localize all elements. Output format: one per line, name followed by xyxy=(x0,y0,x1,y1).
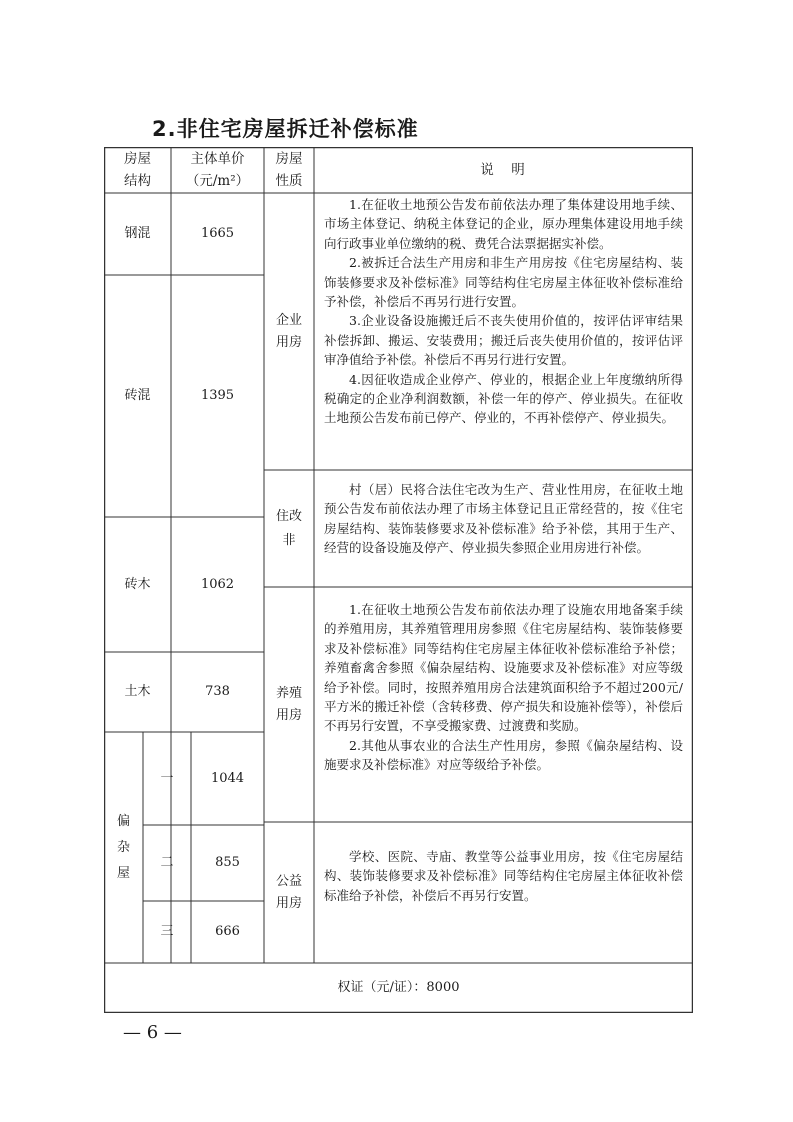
misc-label-char2: 杂 xyxy=(116,839,130,855)
desc-breeding-item2: 2.其他从事农业的合法生产性用房，参照《偏杂屋结构、设施要求及补偿标准》对应等级给予补偿。 xyxy=(324,737,683,773)
header-description: 说 明 xyxy=(480,162,527,178)
misc-building-label xyxy=(104,732,143,963)
nature-r2c-line1: 住改 xyxy=(275,508,302,524)
header-nature-line2: 性质 xyxy=(275,173,303,189)
misc-price-2: 855 xyxy=(215,855,240,870)
nature-breeding xyxy=(264,587,314,822)
structure-name-brick-wood: 砖木 xyxy=(124,576,151,592)
desc-r2c-item1: 村（居）民将合法住宅改为生产、营业性用房，在征收土地预公告发布前依法办理了市场主体登记且正常经营的，按《住宅房屋结构、装饰装修要求及补偿标准》给予补偿，其用于生产、经营的设备设施及停产、停业损失参照企业用房进行补偿。 xyxy=(324,482,683,556)
nature-public-welfare xyxy=(264,822,314,963)
misc-grade-1: 一 xyxy=(160,770,174,786)
nature-enterprise-line1: 企业 xyxy=(275,312,302,328)
description-breeding xyxy=(314,600,693,820)
section-title: 2.非住宅房屋拆迁补偿标准 xyxy=(152,117,419,141)
certificate-fee-row: 权证（元/证）：8000 xyxy=(337,980,460,995)
nature-breeding-line2: 用房 xyxy=(275,707,302,723)
nature-r2c-line2: 非 xyxy=(282,532,296,548)
header-nature xyxy=(264,147,314,193)
misc-grade-3: 三 xyxy=(160,924,174,939)
nature-public-line1: 公益 xyxy=(275,873,302,889)
structure-name-earth-wood: 土木 xyxy=(124,684,151,699)
desc-enterprise-item4: 4.因征收造成企业停产、停业的，根据企业上年度缴纳所得税确定的企业净利润数额，补偿一年的停产、停业损失。在征收土地预公告发布前已停产、停业的，不再补偿停产、停业损失。 xyxy=(324,371,683,426)
header-unit-price xyxy=(171,147,264,193)
misc-label-char3: 屋 xyxy=(116,865,130,881)
misc-label-char1: 偏 xyxy=(116,813,130,829)
structure-name-reinforced-concrete: 钢混 xyxy=(124,226,151,241)
page-number: — 6 — xyxy=(123,1022,182,1043)
description-enterprise xyxy=(314,195,693,468)
desc-public-item1: 学校、医院、寺庙、教堂等公益事业用房，按《住宅房屋结构、装饰装修要求及补偿标准》同等结构住宅房屋主体征收补偿标准给予补偿，补偿后不再另行安置。 xyxy=(324,849,683,903)
nature-enterprise-line2: 用房 xyxy=(275,334,302,350)
structure-price-reinforced-concrete: 1665 xyxy=(200,226,235,241)
header-structure-line2: 结构 xyxy=(124,173,151,189)
desc-enterprise-item2: 2.被拆迁合法生产用房和非生产用房按《住宅房屋结构、装饰装修要求及补偿标准》同等结构住宅房屋主体征收补偿标准给予补偿，补偿后不再另行进行安置。 xyxy=(324,255,683,310)
nature-enterprise xyxy=(264,193,314,470)
header-structure-line1: 房屋 xyxy=(124,151,151,167)
desc-breeding-item1: 1.在征收土地预公告发布前依法办理了设施农用地备案手续的养殖用房，其养殖管理用房参照《住宅房屋结构、装饰装修要求及补偿标准》同等结构住宅房屋主体征收补偿标准给予补偿；养殖畜禽舍参照《偏杂屋结构、设施要求及补偿标准》对应等级给予补偿。同时，按照养殖用房合法建筑面积给予不超过200元/平方米的搬迁补偿（含转移费、停产损失和设施补偿等），补偿后不再另行安置，不享受搬家费、过渡费和奖励。 xyxy=(324,602,683,734)
desc-enterprise-item3: 3.企业设备设施搬迁后不丧失使用价值的，按评估评审结果补偿拆卸、搬运、安装费用；搬迁后丧失使用价值的，按评估评审净值给予补偿。补偿后不再另行进行安置。 xyxy=(324,313,683,368)
nature-public-line2: 用房 xyxy=(275,895,302,911)
description-residential-to-commercial xyxy=(314,480,693,585)
structure-price-earth-wood: 738 xyxy=(205,684,230,699)
nature-residential-to-commercial xyxy=(264,470,314,587)
header-price-line2: （元/m²） xyxy=(185,173,250,189)
desc-enterprise-item1: 1.在征收土地预公告发布前依法办理了集体建设用地手续、市场主体登记、纳税主体登记的企业，原办理集体建设用地手续向行政事业单位缴纳的税、费凭合法票据据实补偿。 xyxy=(324,197,683,251)
misc-grade-2: 二 xyxy=(160,855,174,870)
nature-breeding-line1: 养殖 xyxy=(275,685,302,701)
misc-price-1: 1044 xyxy=(210,770,245,786)
structure-price-brick-wood: 1062 xyxy=(200,576,235,592)
header-nature-line1: 房屋 xyxy=(275,151,303,167)
structure-price-brick-concrete: 1395 xyxy=(200,388,235,403)
header-structure xyxy=(104,147,171,193)
compensation-table xyxy=(104,147,693,1013)
description-public-welfare xyxy=(314,847,693,947)
header-price-line1: 主体单价 xyxy=(190,151,245,167)
structure-name-brick-concrete: 砖混 xyxy=(124,388,151,403)
misc-price-3: 666 xyxy=(215,924,240,939)
